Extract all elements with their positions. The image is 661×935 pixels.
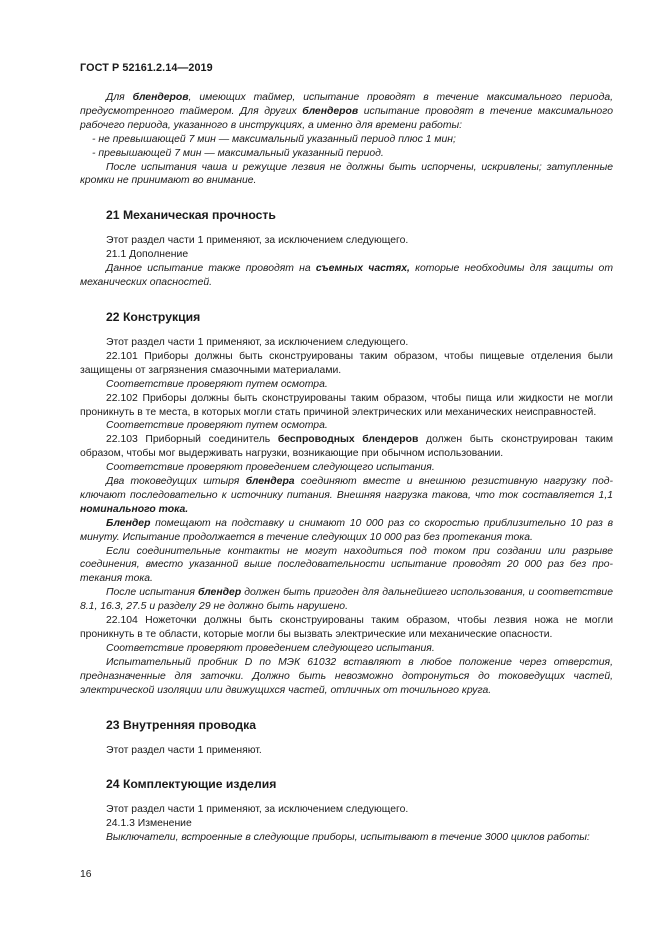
section-21-title: 21 Механическая прочность xyxy=(106,208,276,223)
compliance-check: Соответствие проверяют проведением следующего испытания. xyxy=(106,462,435,474)
document-body xyxy=(80,91,613,845)
timer-paragraph: Для блендеров, имеющих таймер, испытание проводят в течение максимального периода, предусмотренного таймером. Для других блендеров испытание проводят в течение максимального рабочего периода, указанного в инструкциях, а именно для времени работы: xyxy=(80,92,613,131)
clause-22-103-test-c: Если соединительные контакты не могут находиться под током при создании или разрыве соединения, вместо указанной выше последовательности испытание проводят 20 000 раз без протекания тока. xyxy=(80,545,613,585)
document-header: ГОСТ Р 52161.2.14—2019 xyxy=(80,62,213,74)
compliance-check: Соответствие проверяют проведением следующего испытания. xyxy=(106,642,435,654)
clause-22-103-test-b: Блендер помещают на подставку и снимают 10 000 раз со скоростью приблизительно 10 раз в минуту. Испытание продолжается в течение следующих 10 000 раз без протекания тока. xyxy=(80,517,613,543)
list-item: - не превышающей 7 мин — максимальный указанный период плюс 1 мин; xyxy=(92,133,456,145)
clause-22-101: 22.101 Приборы должны быть сконструированы таким образом, чтобы пищевые отделения были защищены от загрязнения смазочными материалами. xyxy=(80,350,613,376)
clause-22-102: 22.102 Приборы должны быть сконструированы таким образом, чтобы пища или жидкости не могли проникнуть в те места, в которых могли стать причиной электрических или механических неисправностей. xyxy=(80,392,613,418)
clause-22-103: 22.103 Приборный соединитель беспроводных блендеров должен быть сконструирован таким образом, чтобы мог выдерживать нагрузки, возникающие при обычном использовании. xyxy=(80,434,613,460)
clause-22-103-test-a: Два токоведущих штыря блендера соединяют вместе и внешнюю резистивную нагрузку подключают последовательно к источнику питания. Внешняя нагрузка такова, что ток составляется 1,1 номинального тока. xyxy=(80,476,613,515)
clause-22-104: 22.104 Ножеточки должны быть сконструированы таким образом, чтобы лезвия ножа не могли проникнуть в те области, которые могли бы вызвать электрические или механические опасности. xyxy=(80,615,613,640)
section-21-intro: Этот раздел части 1 применяют, за исключением следующего. xyxy=(106,235,409,247)
clause-22-104-test: Испытательный пробник D по МЭК 61032 вставляют в любое положение через отверстия, предназначенные для заточки. Должно быть невозможно дотронуться до токоведущих частей, электрической изоляции или движущихся частей, отличных от точильного круга. xyxy=(80,656,613,696)
compliance-check: Соответствие проверяют путем осмотра. xyxy=(106,420,328,432)
section-21-body: Данное испытание также проводят на съемных частях, которые необходимы для защиты от механических опасностей. xyxy=(80,263,613,289)
compliance-check: Соответствие проверяют путем осмотра. xyxy=(106,378,328,390)
after-test-paragraph: После испытания чаша и режущие лезвия не должны быть испорчены, искривлены; затупленные кромки не принимают во внимание. xyxy=(80,161,613,187)
page-number: 16 xyxy=(80,869,92,880)
section-22-intro: Этот раздел части 1 применяют, за исключением следующего. xyxy=(106,336,409,348)
section-24-title: 24 Комплектующие изделия xyxy=(106,777,277,792)
section-24-intro: Этот раздел части 1 применяют, за исключением следующего. xyxy=(106,804,409,816)
section-22-title: 22 Конструкция xyxy=(106,309,201,324)
section-24-body: Выключатели, встроенные в следующие приборы, испытывают в течение 3000 циклов работы: xyxy=(106,832,590,844)
section-23-intro: Этот раздел части 1 применяют. xyxy=(106,744,262,756)
clause-22-103-test-d: После испытания блендер должен быть пригоден для дальнейшего использования, и соответствие 8.1, 16.3, 27.5 и разделу 29 не должно быть нарушено. xyxy=(80,587,613,613)
list-item: - превышающей 7 мин — максимальный указанный период. xyxy=(92,147,384,159)
subsection-24-1-3: 24.1.3 Изменение xyxy=(106,818,192,830)
section-23-title: 23 Внутренняя проводка xyxy=(106,717,257,732)
subsection-21-1: 21.1 Дополнение xyxy=(106,249,189,261)
